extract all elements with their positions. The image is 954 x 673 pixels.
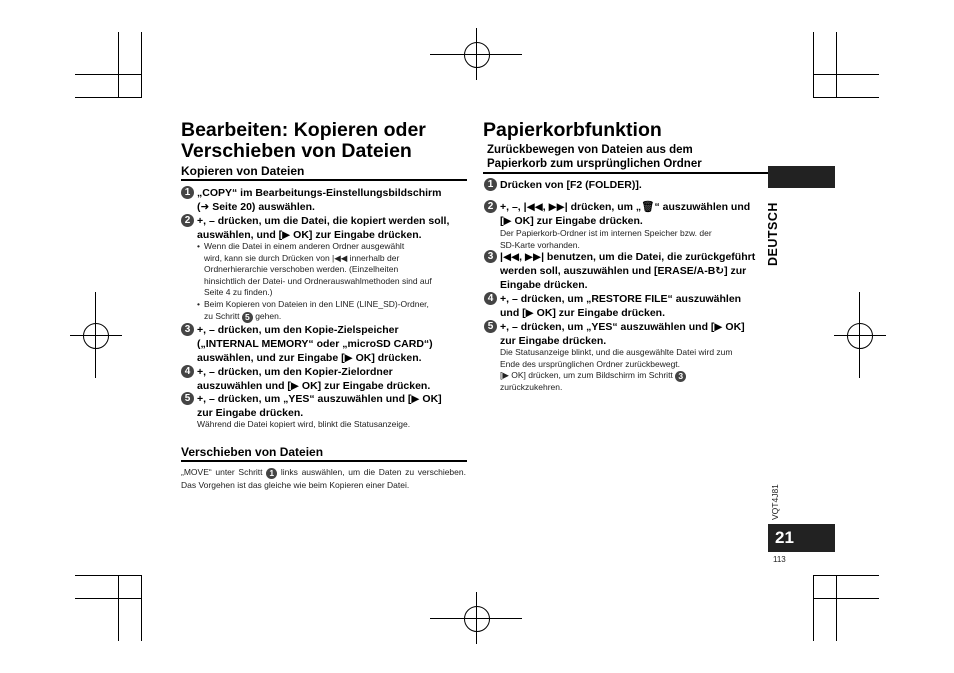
- page-number-small: 113: [773, 555, 786, 564]
- crop-mark: [836, 575, 837, 641]
- step-text: Drücken von [F2 (FOLDER)].: [500, 179, 642, 191]
- step-text: +, – drücken, um „YES“ auszuwählen und [▶ OK]: [197, 393, 442, 405]
- step-ref-icon: 1: [266, 468, 277, 479]
- step-number: 2: [181, 214, 194, 227]
- step-number: 1: [181, 186, 194, 199]
- section-tab: [768, 166, 835, 188]
- step-text: Eingabe drücken.: [500, 279, 588, 291]
- step-text: „COPY“ im Bearbeitungs-Einstellungsbildschirm: [197, 187, 442, 199]
- registration-mark: [464, 606, 490, 632]
- page-number: 21: [775, 528, 794, 547]
- step-number: 5: [484, 320, 497, 333]
- note-text: gehen.: [255, 310, 282, 321]
- crop-mark: [118, 575, 119, 641]
- section-heading-move: Verschieben von Dateien: [181, 445, 324, 459]
- subheading-line: Papierkorb zum ursprünglichen Ordner: [487, 158, 702, 170]
- step-number: 4: [181, 365, 194, 378]
- note-text: Beim Kopieren von Dateien in den LINE (LINE_SD)-Ordner,: [204, 299, 429, 309]
- step-text: +, –, |◀◀, ▶▶| drücken, um „🗑“ auszuwählen und: [500, 201, 751, 213]
- step-text: +, – drücken, um „RESTORE FILE“ auszuwählen: [500, 293, 742, 305]
- note-text: hinsichtlich der Datei- und Ordnerauswahlmethoden sind auf: [204, 275, 432, 286]
- step-text: auswählen, und zur Eingabe [▶ OK] drücken.: [197, 352, 422, 364]
- step-number: 3: [484, 250, 497, 263]
- registration-mark: [430, 54, 522, 55]
- note-text: [500, 228, 768, 251]
- note-bullet: [197, 299, 468, 323]
- crop-mark: [813, 575, 814, 641]
- step-ref-icon: 3: [675, 371, 686, 382]
- step-text: auswählen, und [▶ OK] zur Eingabe drücken.: [197, 229, 422, 241]
- registration-mark: [83, 323, 109, 349]
- note-bullet: [197, 241, 468, 299]
- step-1: [184, 186, 469, 214]
- model-code: VQT4J81: [770, 484, 780, 520]
- language-label: DEUTSCH: [766, 202, 780, 266]
- step-5: [184, 392, 469, 420]
- step-text: [▶ OK] zur Eingabe drücken.: [500, 215, 643, 227]
- step-text: |◀◀, ▶▶| benutzen, um die Datei, die zurückgeführt: [500, 251, 756, 263]
- page-title-right: Papierkorbfunktion: [483, 119, 662, 141]
- bullet-icon: •: [197, 241, 200, 251]
- step-text: und [▶ OK] zur Eingabe drücken.: [500, 307, 666, 319]
- registration-mark: [70, 335, 122, 336]
- step-4: [487, 292, 768, 320]
- note-line: Der Papierkorb-Ordner ist im internen Speicher bzw. der: [500, 228, 712, 238]
- para-text: „MOVE“ unter Schritt: [181, 467, 263, 477]
- note-line: Ende des ursprünglichen Ordner zurückbewegt.: [500, 358, 681, 369]
- step-text: zur Eingabe drücken.: [197, 407, 304, 419]
- note-line: SD-Karte vorhanden.: [500, 239, 580, 250]
- registration-mark: [464, 42, 490, 68]
- registration-mark: [834, 335, 886, 336]
- step-1: [487, 178, 768, 192]
- section-rule: [181, 179, 467, 181]
- step-number: 5: [181, 392, 194, 405]
- note-line: zurückzukehren.: [500, 382, 563, 393]
- step-3: [487, 250, 770, 292]
- step-text: +, – drücken, um „YES“ auszuwählen und [▶ OK]: [500, 321, 745, 333]
- step-text: („INTERNAL MEMORY“ oder „microSD CARD“): [197, 338, 433, 350]
- note-line: Die Statusanzeige blinkt, und die ausgewählte Datei wird zum: [500, 347, 733, 357]
- crop-mark: [141, 32, 142, 98]
- step-ref-icon: 5: [242, 312, 253, 323]
- step-text: zur Eingabe drücken.: [500, 335, 607, 347]
- section-heading-trash: [487, 143, 702, 171]
- crop-mark: [813, 598, 879, 599]
- crop-mark: [813, 74, 879, 75]
- crop-mark: [813, 575, 879, 576]
- step-number: 4: [484, 292, 497, 305]
- note-text: Wenn die Datei in einem anderen Ordner ausgewählt: [204, 241, 405, 251]
- step-5: [487, 320, 768, 348]
- step-text: +, – drücken, um den Kopier-Zielordner: [197, 366, 393, 378]
- crop-mark: [118, 32, 119, 98]
- title-line: Bearbeiten: Kopieren oder: [181, 119, 426, 141]
- crop-mark: [836, 32, 837, 98]
- section-heading-copy: Kopieren von Dateien: [181, 164, 305, 178]
- registration-mark: [430, 618, 522, 619]
- note-text: Während die Datei kopiert wird, blinkt die Statusanzeige.: [197, 419, 411, 429]
- crop-mark: [75, 598, 141, 599]
- step-number: 2: [484, 200, 497, 213]
- crop-mark: [75, 575, 141, 576]
- step-2: [487, 200, 768, 228]
- note-text: Ordnerhierarchie verschoben werden. (Einzelheiten: [204, 264, 399, 275]
- step-number: 3: [181, 323, 194, 336]
- crop-mark: [813, 32, 814, 98]
- title-line: Verschieben von Dateien: [181, 140, 412, 162]
- step-2: [184, 214, 469, 242]
- bullet-icon: •: [197, 299, 200, 309]
- section-rule: [483, 172, 768, 174]
- step-3: [184, 323, 469, 365]
- move-paragraph: [181, 466, 466, 491]
- note-text: Seite 4 zu finden.): [204, 287, 273, 298]
- note-text: [500, 347, 768, 394]
- crop-mark: [813, 97, 879, 98]
- step-text: auszuwählen und [▶ OK] zur Eingabe drücken.: [197, 380, 431, 392]
- note-line: [▶ OK] drücken, um zum Bildschirm im Schritt: [500, 370, 673, 381]
- step-4: [184, 365, 469, 393]
- step-text: (➜ Seite 20) auswählen.: [197, 201, 315, 213]
- note-text: zu Schritt: [204, 310, 240, 321]
- page-title-left: [181, 120, 426, 162]
- crop-mark: [75, 74, 141, 75]
- crop-mark: [75, 97, 141, 98]
- subheading-line: Zurückbewegen von Dateien aus dem: [487, 144, 693, 156]
- step-text: +, – drücken, um die Datei, die kopiert werden soll,: [197, 215, 450, 227]
- step-text: +, – drücken, um den Kopie-Zielspeicher: [197, 324, 399, 336]
- registration-mark: [847, 323, 873, 349]
- note-text: wird, kann sie durch Drücken von |◀◀ innerhalb der: [204, 252, 400, 263]
- step-text: werden soll, auszuwählen und [ERASE/A-B↻] zur: [500, 265, 747, 277]
- step-number: 1: [484, 178, 497, 191]
- section-rule: [181, 460, 467, 462]
- para-text: links auswählen, um die Daten zu verschieben. Das Vorgehen ist das gleiche wie beim Kopieren einer Datei.: [181, 467, 466, 490]
- crop-mark: [141, 575, 142, 641]
